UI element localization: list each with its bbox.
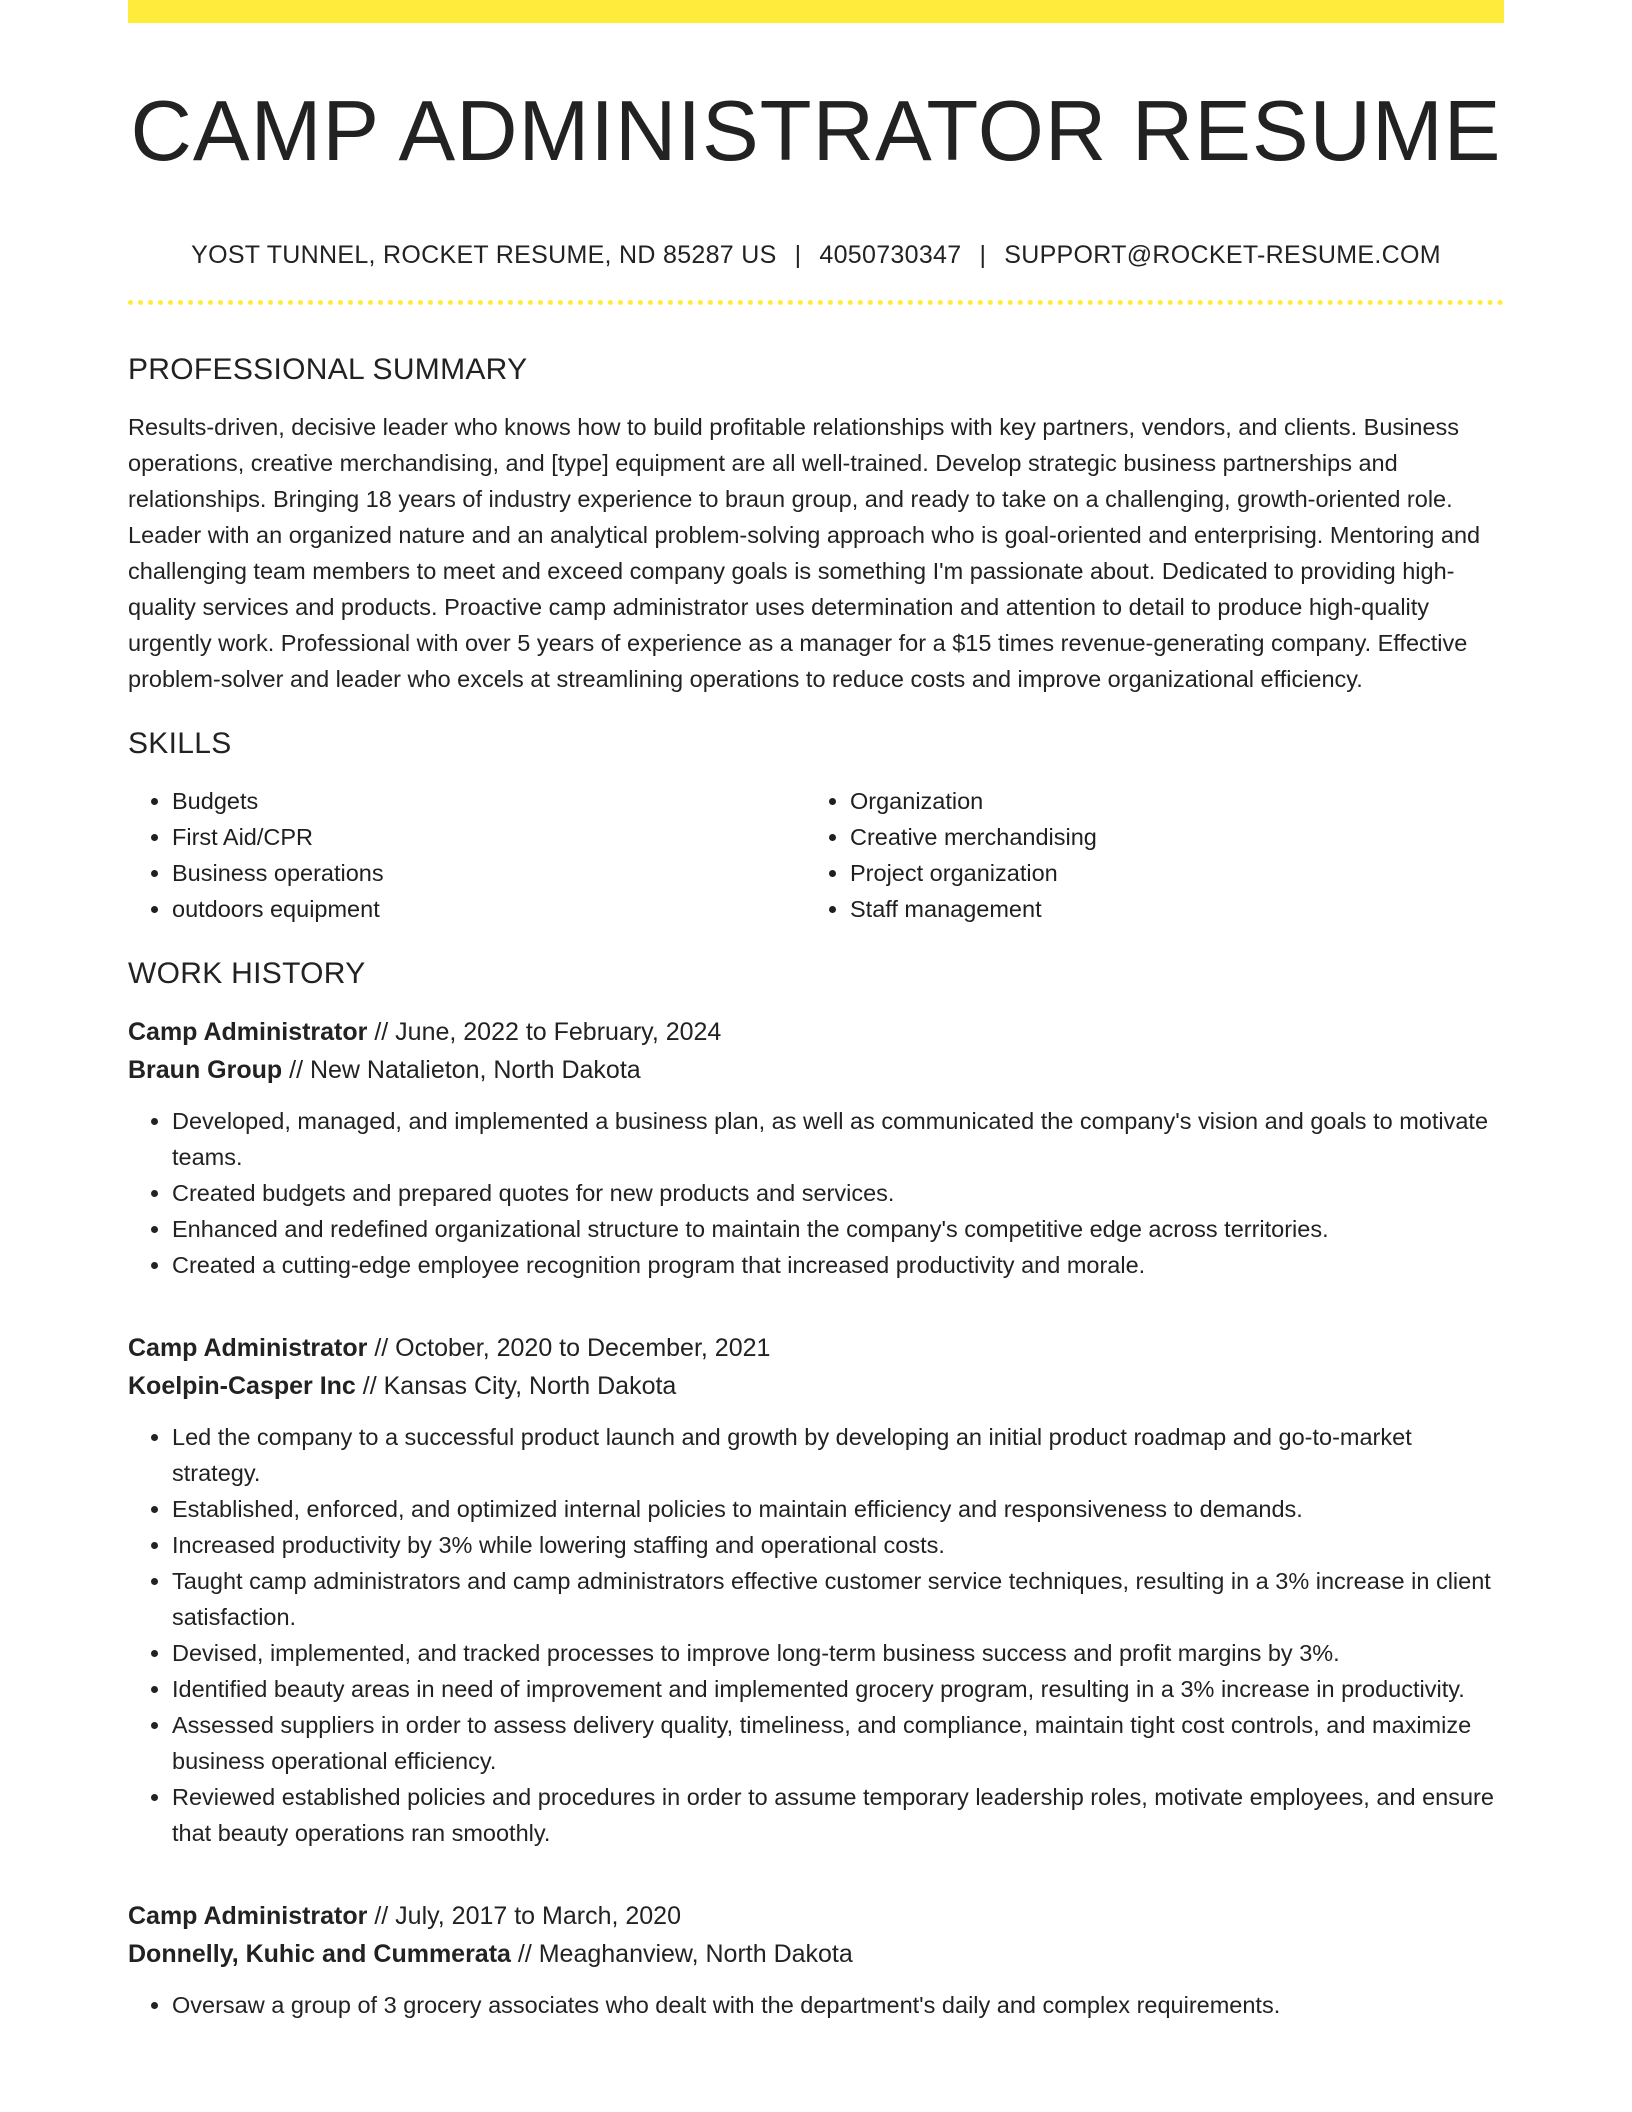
skill-item: • Organization bbox=[850, 783, 1484, 819]
resume-page bbox=[128, 0, 1504, 2023]
job-title: Camp Administrator bbox=[128, 1333, 368, 1362]
job-bullet: • Created budgets and prepared quotes for new products and services. bbox=[172, 1175, 1504, 1211]
job-dates: // July, 2017 to March, 2020 bbox=[367, 1901, 681, 1930]
job-company-line bbox=[128, 1367, 1504, 1405]
contact-line bbox=[128, 241, 1504, 270]
job-bullet: • Oversaw a group of 3 grocery associates who dealt with the department's daily and complex requirements. bbox=[172, 1987, 1504, 2023]
contact-separator: | bbox=[794, 240, 802, 269]
job-bullet: • Assessed suppliers in order to assess delivery quality, timeliness, and compliance, maintain tight cost controls, and maximize business operational efficiency. bbox=[172, 1707, 1504, 1779]
skill-item: • Project organization bbox=[850, 855, 1484, 891]
job-bullet: • Led the company to a successful product launch and growth by developing an initial product roadmap and go-to-market strategy. bbox=[172, 1419, 1504, 1491]
contact-address: YOST TUNNEL, ROCKET RESUME, ND 85287 US bbox=[191, 240, 777, 269]
top-accent-bar bbox=[128, 0, 1504, 23]
job-company: Koelpin-Casper Inc bbox=[128, 1371, 356, 1400]
job-bullet: • Enhanced and redefined organizational structure to maintain the company's competitive edge across territories. bbox=[172, 1211, 1504, 1247]
job-bullets bbox=[128, 1987, 1504, 2023]
job-company: Donnelly, Kuhic and Cummerata bbox=[128, 1939, 511, 1968]
skills-heading: SKILLS bbox=[128, 726, 232, 760]
job-entry bbox=[128, 1897, 1504, 2023]
job-bullet: • Created a cutting-edge employee recognition program that increased productivity and morale. bbox=[172, 1247, 1504, 1283]
skill-item: • Staff management bbox=[850, 891, 1484, 927]
job-entry bbox=[128, 1013, 1504, 1283]
skill-item: • Creative merchandising bbox=[850, 819, 1484, 855]
job-dates: // October, 2020 to December, 2021 bbox=[367, 1333, 771, 1362]
work-history-heading: WORK HISTORY bbox=[128, 956, 366, 990]
job-bullet: • Developed, managed, and implemented a business plan, as well as communicated the company's vision and goals to motivate teams. bbox=[172, 1103, 1504, 1175]
job-bullet: • Identified beauty areas in need of improvement and implemented grocery program, resulting in a 3% increase in productivity. bbox=[172, 1671, 1504, 1707]
skill-item: • outdoors equipment bbox=[172, 891, 806, 927]
job-location: // New Natalieton, North Dakota bbox=[282, 1055, 641, 1084]
job-title-line bbox=[128, 1013, 1504, 1051]
resume-title: CAMP ADMINISTRATOR RESUME bbox=[130, 84, 1502, 179]
skill-item: • Budgets bbox=[172, 783, 806, 819]
contact-email: SUPPORT@ROCKET-RESUME.COM bbox=[1004, 240, 1441, 269]
job-bullets bbox=[128, 1103, 1504, 1283]
job-title: Camp Administrator bbox=[128, 1017, 368, 1046]
job-company-line bbox=[128, 1051, 1504, 1089]
job-company: Braun Group bbox=[128, 1055, 283, 1084]
job-entry bbox=[128, 1329, 1504, 1851]
job-bullet: • Devised, implemented, and tracked processes to improve long-term business success and profit margins by 3%. bbox=[172, 1635, 1504, 1671]
skills-list bbox=[128, 783, 1504, 927]
contact-phone: 4050730347 bbox=[819, 240, 962, 269]
skill-item: • Business operations bbox=[172, 855, 806, 891]
job-location: // Kansas City, North Dakota bbox=[355, 1371, 677, 1400]
job-bullets bbox=[128, 1419, 1504, 1851]
skills-column-2 bbox=[806, 783, 1484, 927]
skills-column-1 bbox=[128, 783, 806, 927]
job-bullet: • Increased productivity by 3% while lowering staffing and operational costs. bbox=[172, 1527, 1504, 1563]
job-bullet: • Established, enforced, and optimized internal policies to maintain efficiency and responsiveness to demands. bbox=[172, 1491, 1504, 1527]
job-title-line bbox=[128, 1897, 1504, 1935]
skill-item: • First Aid/CPR bbox=[172, 819, 806, 855]
job-company-line bbox=[128, 1935, 1504, 1973]
job-dates: // June, 2022 to February, 2024 bbox=[367, 1017, 722, 1046]
contact-separator: | bbox=[979, 240, 987, 269]
summary-text: Results-driven, decisive leader who knows how to build profitable relationships with key partners, vendors, and clients. Business operations, creative merchandising, and [type] equipment are all well-trained. Develop strategic business partnerships and relationships. Bringing 18 years of industry experience to braun group, and ready to take on a challenging, growth-oriented role. Leader with an organized nature and an analytical problem-solving approach who is goal-oriented and enterprising. Mentoring and challenging team members to meet and exceed company goals is something I'm passionate about. Dedicated to providing high-quality services and products. Proactive camp administrator uses determination and attention to detail to produce high-quality urgently work. Professional with over 5 years of experience as a manager for a $15 times revenue-generating company. Effective problem-solver and leader who excels at streamlining operations to reduce costs and improve organizational efficiency. bbox=[128, 413, 1481, 692]
job-title-line bbox=[128, 1329, 1504, 1367]
dotted-divider bbox=[128, 300, 1504, 305]
job-title: Camp Administrator bbox=[128, 1901, 368, 1930]
job-bullet: • Reviewed established policies and procedures in order to assume temporary leadership roles, motivate employees, and ensure that beauty operations ran smoothly. bbox=[172, 1779, 1504, 1851]
job-bullet: • Taught camp administrators and camp administrators effective customer service techniques, resulting in a 3% increase in client satisfaction. bbox=[172, 1563, 1504, 1635]
job-location: // Meaghanview, North Dakota bbox=[510, 1939, 853, 1968]
summary-heading: PROFESSIONAL SUMMARY bbox=[128, 352, 528, 386]
